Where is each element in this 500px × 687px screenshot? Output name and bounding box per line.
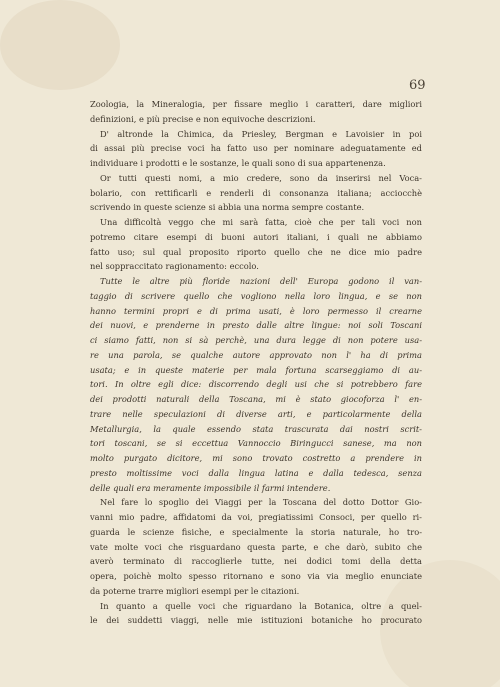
text-line: nel soppraccitato ragionamento: eccolo. (90, 261, 259, 272)
text-line: averò terminato di raccoglierle tutte, nei dodici tomi della detta (90, 556, 422, 567)
text-line: molto purgato dicitore, mi sono trovato costretto a prendere in (90, 453, 422, 463)
text-line: individuare i prodotti e le sostanze, le quali sono di sua appartenenza. (90, 158, 386, 168)
text-line: di assai più precise voci ha fatto uso per nominare adeguatamente ed (90, 143, 422, 154)
text-line: fatto uso; sul qual proposito riporto quello che ne dice mio padre (90, 246, 422, 257)
text-line: Or tutti questi nomi, a mio credere, sono da inserirsi nel Voca- (100, 172, 422, 183)
text-line: re una parola, se qualche autore approvato non l' ha di prima (90, 349, 422, 360)
text-line: opera, poichè molto spesso ritornano e sono via via meglio enunciate (90, 571, 422, 581)
text-line: bolario, con rettificarli e renderli di consonanza italiana; acciocchè (90, 187, 422, 198)
text-line: dei nuovi, e prenderne in presto dalle altre lingue: noi soli Toscani (90, 320, 422, 331)
text-line: potremo citare esempi di buoni autori italiani, i quali ne abbiamo (90, 231, 422, 242)
text-line: Metallurgia, la quale essendo stata trascurata dai nostri scrit- (90, 423, 422, 434)
paper-stain (0, 0, 120, 90)
text-line: le dei suddetti viaggi, nelle mie istituzioni botaniche ho procurato (90, 615, 422, 626)
text-line: usata; e in queste materie per mala fortuna scarseggiamo di au- (90, 364, 422, 375)
text-line: taggio di scrivere quello che vogliono nella loro lingua, e se non (90, 290, 422, 301)
text-line: guarda le scienze fisiche, e specialmente la storia naturale, ho tro- (90, 526, 422, 537)
text-line: vanni mio padre, affidatomi da voi, pregiatissimi Consoci, per quello ri- (90, 512, 422, 522)
text-line: Una difficoltà veggo che mi sarà fatta, cioè che per tali voci non (100, 217, 422, 227)
text-line: vate molte voci che risguardano questa parte, e che darò, subito che (90, 541, 422, 552)
text-line: hanno termini propri e di prima usati, è loro permesso il crearne (90, 305, 422, 316)
text-line: delle quali era meramente impossibile il farmi intendere. (90, 482, 331, 493)
page-number: 69 (409, 78, 426, 93)
text-line: Zoologia, la Mineralogia, per fissare meglio i caratteri, dare migliori (90, 99, 422, 109)
text-line: presto moltissime voci dalla lingua latina e dalla tedesca, senza (90, 467, 422, 478)
text-line: definizioni, e più precise e non equivoche descrizioni. (90, 113, 316, 124)
body-text (90, 97, 422, 628)
text-line: trare nelle speculazioni di diverse arti, e particolarmente della (90, 408, 422, 419)
text-line: ci siamo fatti, non si sà perchè, una dura legge di non potere usa- (90, 335, 422, 345)
text-line: tori. In oltre egli dice: discorrendo degli usi che si potrebbero fare (90, 379, 422, 390)
text-line: scrivendo in queste scienze si abbia una norma sempre costante. (90, 202, 365, 213)
text-line: Tutte le altre più floride nazioni dell' Europa godono il van- (100, 276, 422, 286)
text-line: tori toscani, se si eccettua Vannoccio Biringucci sanese, ma non (90, 438, 422, 449)
text-line: D' altronde la Chimica, da Priesley, Bergman e Lavoisier in poi (100, 128, 422, 139)
text-line: dei prodotti naturali della Toscana, mi è stato giocoforza l' en- (90, 394, 422, 404)
text-line: Nel fare lo spoglio dei Viaggi per la Toscana del dotto Dottor Gio- (100, 497, 422, 508)
text-line: In quanto a quelle voci che riguardano la Botanica, oltre a quel- (100, 600, 422, 611)
text-line: da poterne trarre migliori esempi per le citazioni. (90, 585, 300, 596)
